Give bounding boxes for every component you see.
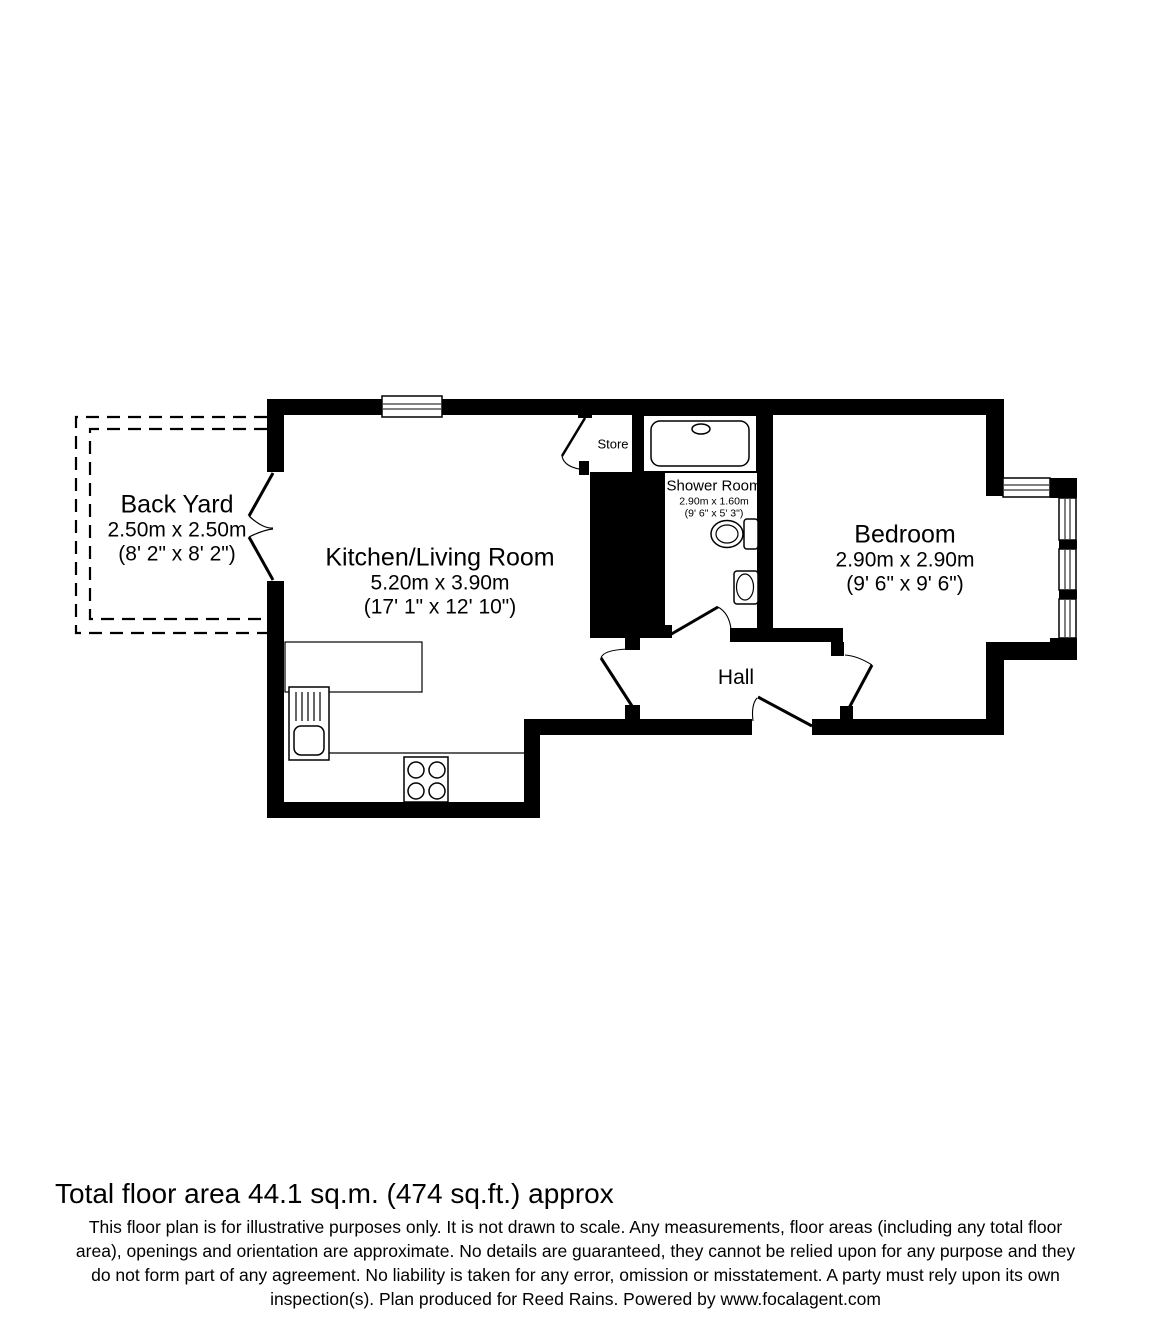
disclaimer-line: This floor plan is for illustrative purposes only. It is not drawn to scale. Any measurements, floor areas (including any total floor <box>88 1217 1063 1237</box>
back-yard-name: Back Yard <box>120 490 234 519</box>
shower-room-dims-imperial: (9' 6" x 5' 3") <box>684 507 744 520</box>
bedroom-bay-top-window-icon <box>1003 478 1050 497</box>
back-yard-dims-imperial: (8' 2" x 8' 2") <box>118 542 236 565</box>
sink-icon <box>734 571 758 604</box>
shower-room-dims-metric: 2.90m x 1.60m <box>679 495 749 508</box>
kitchen-sink-icon <box>289 687 329 760</box>
back-yard-doors <box>249 473 273 580</box>
kitchen-door <box>601 649 632 706</box>
total-floor-area-text: Total floor area 44.1 sq.m. (474 sq.ft.) approx <box>55 1178 614 1209</box>
bedroom-door <box>845 655 872 708</box>
bedroom-name: Bedroom <box>854 520 956 549</box>
disclaimer-line: area), openings and orientation are approximate. No details are guaranteed, they cannot be relied upon for any purpose and they <box>75 1241 1076 1261</box>
bedroom-dims-metric: 2.90m x 2.90m <box>835 548 975 572</box>
disclaimer-line: inspection(s). Plan produced for Reed Rains. Powered by www.focalagent.com <box>270 1289 881 1309</box>
kitchen-living-room-dims-imperial: (17' 1" x 12' 10") <box>363 595 517 618</box>
bedroom-label <box>836 520 975 595</box>
kitchen-window-icon <box>382 396 442 417</box>
kitchen-living-room-name: Kitchen/Living Room <box>325 543 555 572</box>
hall-label: Hall <box>717 666 755 689</box>
kitchen-living-room-dims-metric: 5.20m x 3.90m <box>370 571 510 595</box>
back-yard-label <box>108 490 247 565</box>
back-yard-dims-metric: 2.50m x 2.50m <box>107 518 247 542</box>
bedroom-bay-side-window-icon <box>1059 498 1076 638</box>
entrance-door <box>753 697 813 726</box>
shower-room-name: Shower Room <box>666 477 762 495</box>
shower-tray-icon <box>643 415 757 472</box>
kitchen-living-room-label <box>325 543 554 618</box>
disclaimer-line: do not form part of any agreement. No liability is taken for any error, omission or misstatement. A party must rely upon its own <box>91 1265 1060 1285</box>
hob-icon <box>404 757 448 802</box>
disclaimer-text <box>25 1215 1126 1311</box>
shower-room-label <box>666 479 761 520</box>
shower-room-door <box>668 607 731 636</box>
bedroom-dims-imperial: (9' 6" x 9' 6") <box>846 572 964 595</box>
toilet-icon <box>711 519 758 549</box>
store-label: Store <box>597 436 629 452</box>
